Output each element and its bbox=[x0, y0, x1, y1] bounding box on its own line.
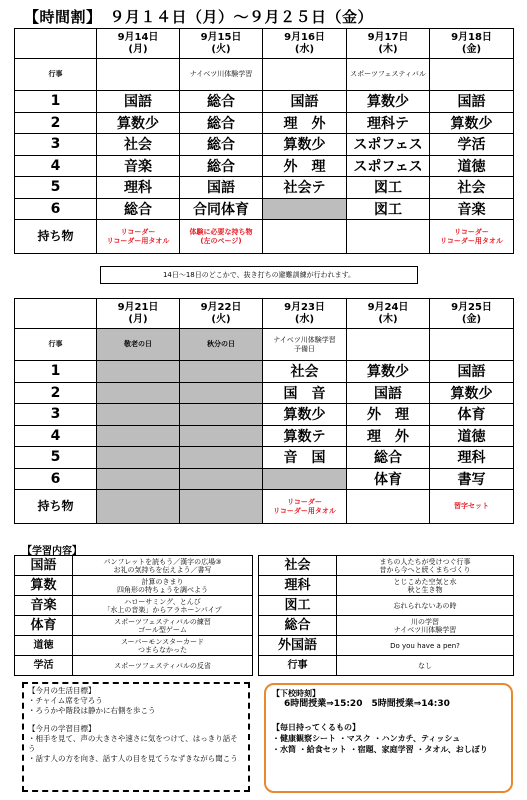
period-row bbox=[15, 447, 514, 469]
study-subject: 図工 bbox=[259, 596, 337, 616]
event-cell bbox=[263, 329, 347, 361]
subject-cell: 国語 bbox=[347, 382, 430, 404]
study-content-line: つまらなかった bbox=[138, 645, 187, 654]
study-content bbox=[337, 616, 514, 636]
daily-items-2: ・水筒 ・給食セット ・宿題、家庭学習 ・タオル、おしぼり bbox=[272, 745, 488, 754]
event-cell bbox=[180, 329, 263, 361]
day-date: 9月22日 bbox=[200, 301, 242, 313]
corner-cell bbox=[15, 29, 97, 59]
subject-cell: 社会 bbox=[97, 134, 180, 156]
subject-cell: 音楽 bbox=[97, 155, 180, 177]
study-content bbox=[73, 556, 253, 576]
dismissal-title: 【下校時刻】 bbox=[272, 689, 320, 698]
subject-cell: 総合 bbox=[180, 155, 263, 177]
subject-cell: 学活 bbox=[430, 134, 514, 156]
study-content bbox=[337, 636, 514, 656]
item-cell bbox=[430, 220, 514, 254]
study-content bbox=[73, 656, 253, 676]
item-cell bbox=[347, 490, 430, 524]
event-text: ナイベツ川体験学習 bbox=[273, 335, 336, 344]
subject-cell: 算数少 bbox=[263, 134, 347, 156]
study-content-line: 秋と生き物 bbox=[407, 585, 443, 594]
period-number: 3 bbox=[15, 134, 97, 156]
study-subject: 総合 bbox=[259, 616, 337, 636]
subject-cell bbox=[97, 382, 180, 404]
study-content bbox=[337, 556, 514, 576]
item-cell bbox=[263, 490, 347, 524]
study-goal-1: ・相手を見て、声の大きさや速さに気をつけて、はっきり話そう bbox=[28, 734, 238, 753]
subject-cell: 算数少 bbox=[430, 382, 514, 404]
day-date: 9月24日 bbox=[367, 301, 409, 313]
header-row bbox=[15, 29, 514, 59]
item-text: リコーダー bbox=[287, 497, 322, 506]
subject-cell: 理科 bbox=[430, 447, 514, 469]
event-cell bbox=[430, 59, 514, 91]
event-text: 秋分の日 bbox=[207, 340, 235, 348]
subject-cell: 国語 bbox=[430, 91, 514, 113]
period-number: 6 bbox=[15, 468, 97, 490]
items-row bbox=[15, 490, 514, 524]
day-header bbox=[263, 29, 347, 59]
period-number: 1 bbox=[15, 91, 97, 113]
study-subject: 理科 bbox=[259, 576, 337, 596]
events-row bbox=[15, 59, 514, 91]
study-content-line: ハローサミング、とんび bbox=[124, 597, 201, 606]
study-content-line: お礼の気持ちを伝えよう／書写 bbox=[113, 565, 212, 574]
day-weekday: (木) bbox=[378, 43, 398, 55]
subject-cell bbox=[180, 404, 263, 426]
subject-cell bbox=[97, 468, 180, 490]
day-weekday: (水) bbox=[294, 313, 315, 325]
period-row bbox=[15, 425, 514, 447]
study-content-line: まちの人たちが受けつぐ行事 bbox=[379, 557, 471, 566]
item-text: 習字セット bbox=[454, 502, 489, 510]
study-content-line: なし bbox=[418, 661, 432, 670]
subject-cell: 理科テ bbox=[347, 112, 430, 134]
period-number: 6 bbox=[15, 198, 97, 220]
item-text: 体験に必要な持ち物 bbox=[189, 227, 253, 236]
study-content-line: スポーツフェスティバルの反省 bbox=[114, 661, 211, 670]
day-header bbox=[263, 299, 347, 329]
event-cell bbox=[97, 59, 180, 91]
item-text: リコーダー用タオル bbox=[273, 506, 336, 515]
subject-cell: 国 音 bbox=[263, 382, 347, 404]
event-cell bbox=[347, 329, 430, 361]
item-text: リコーダー用タオル bbox=[440, 236, 503, 245]
subject-cell: 総合 bbox=[180, 91, 263, 113]
study-row bbox=[15, 616, 514, 636]
events-label: 行事 bbox=[15, 329, 97, 361]
subject-cell: 理 外 bbox=[347, 425, 430, 447]
life-goal-title: 【今月の生活目標】 bbox=[28, 686, 96, 695]
item-text: リコーダー用タオル bbox=[106, 236, 170, 245]
study-content-line: Do you have a pen? bbox=[390, 641, 460, 650]
items-label: 持ち物 bbox=[15, 220, 97, 254]
period-row bbox=[15, 155, 514, 177]
subject-cell: 道徳 bbox=[430, 155, 514, 177]
subject-cell: 国語 bbox=[430, 361, 514, 383]
study-subject: 行事 bbox=[259, 656, 337, 676]
period-row bbox=[15, 468, 514, 490]
subject-cell: 音 国 bbox=[263, 447, 347, 469]
period-number: 4 bbox=[15, 155, 97, 177]
study-row bbox=[15, 596, 514, 616]
study-content-line: スーパーモンスターカード bbox=[121, 637, 204, 646]
study-content bbox=[337, 576, 514, 596]
daily-items-title: 【毎日持ってくるもの】 bbox=[272, 723, 360, 732]
item-cell bbox=[347, 220, 430, 254]
study-content-line: ゴール型ゲーム bbox=[138, 625, 187, 634]
items-row bbox=[15, 220, 514, 254]
event-cell bbox=[263, 59, 347, 91]
daily-items-1: ・健康観察シート ・マスク ・ハンカチ、ティッシュ bbox=[272, 734, 461, 743]
period-row bbox=[15, 91, 514, 113]
event-text: 予備日 bbox=[294, 344, 315, 353]
subject-cell: 体育 bbox=[430, 404, 514, 426]
subject-cell: 図工 bbox=[347, 198, 430, 220]
subject-cell bbox=[263, 468, 347, 490]
period-number: 3 bbox=[15, 404, 97, 426]
item-cell bbox=[430, 490, 514, 524]
dismissal-box bbox=[264, 683, 513, 793]
subject-cell: 算数少 bbox=[347, 361, 430, 383]
study-content bbox=[73, 596, 253, 616]
subject-cell: 国語 bbox=[263, 91, 347, 113]
item-text: リコーダー bbox=[454, 227, 489, 236]
day-date: 9月15日 bbox=[200, 31, 242, 43]
timetable-week2 bbox=[14, 298, 514, 524]
study-content-line: 川の学習 bbox=[411, 617, 439, 626]
event-cell bbox=[347, 59, 430, 91]
subject-cell: 道徳 bbox=[430, 425, 514, 447]
subject-cell bbox=[97, 447, 180, 469]
subject-cell: 国語 bbox=[97, 91, 180, 113]
study-subject: 算数 bbox=[15, 576, 73, 596]
study-title: 【学習内容】 bbox=[22, 546, 82, 557]
events-row bbox=[15, 329, 514, 361]
period-row bbox=[15, 177, 514, 199]
item-cell bbox=[97, 220, 180, 254]
subject-cell: 算数少 bbox=[430, 112, 514, 134]
period-row bbox=[15, 404, 514, 426]
event-text: ナイベツ川体験学習 bbox=[189, 70, 253, 78]
study-content bbox=[73, 636, 253, 656]
subject-cell: 総合 bbox=[97, 198, 180, 220]
subject-cell bbox=[180, 382, 263, 404]
period-number: 5 bbox=[15, 447, 97, 469]
study-content-line: 四角形の特ちょうを調べよう bbox=[117, 585, 208, 594]
study-subject: 道徳 bbox=[15, 636, 73, 656]
day-header bbox=[430, 29, 514, 59]
day-weekday: (月) bbox=[128, 313, 148, 325]
day-date: 9月16日 bbox=[284, 31, 325, 43]
page-title: 【時間割】 ９月１４日（月）～９月２５日（金） bbox=[24, 8, 374, 26]
item-text: リコーダー bbox=[120, 227, 156, 236]
subject-cell: 音楽 bbox=[430, 198, 514, 220]
period-row bbox=[15, 112, 514, 134]
subject-cell bbox=[180, 468, 263, 490]
study-content-line: 「水上の音楽」からアラホーンパイプ bbox=[103, 605, 222, 614]
day-header bbox=[97, 299, 180, 329]
day-weekday: (月) bbox=[128, 43, 148, 55]
dismissal-times: 6時間授業⇒15:20 5時間授業⇒14:30 bbox=[284, 699, 450, 709]
day-weekday: (金) bbox=[461, 43, 482, 55]
day-header bbox=[180, 299, 263, 329]
study-subject: 外国語 bbox=[259, 636, 337, 656]
study-row bbox=[15, 556, 514, 576]
period-number: 2 bbox=[15, 112, 97, 134]
day-header bbox=[180, 29, 263, 59]
item-text: (左のページ) bbox=[200, 236, 242, 245]
period-number: 1 bbox=[15, 361, 97, 383]
day-header bbox=[430, 299, 514, 329]
day-weekday: (水) bbox=[294, 43, 315, 55]
period-number: 2 bbox=[15, 382, 97, 404]
subject-cell: 理 外 bbox=[263, 112, 347, 134]
event-text: スポーツフェスティバル bbox=[350, 70, 426, 78]
subject-cell bbox=[180, 361, 263, 383]
item-cell bbox=[263, 220, 347, 254]
subject-cell: 書写 bbox=[430, 468, 514, 490]
study-goal-2: ・話す人の方を向き、話す人の目を見てうなずきながら聞こう bbox=[28, 754, 238, 763]
period-row bbox=[15, 134, 514, 156]
subject-cell: 国語 bbox=[180, 177, 263, 199]
item-cell bbox=[180, 490, 263, 524]
day-date: 9月17日 bbox=[367, 31, 409, 43]
day-date: 9月23日 bbox=[284, 301, 325, 313]
subject-cell: 総合 bbox=[347, 447, 430, 469]
study-content-line: ナイベツ川体験学習 bbox=[393, 625, 457, 634]
subject-cell: スポフェス bbox=[347, 155, 430, 177]
study-content-line: スポーツフェスティバルの練習 bbox=[114, 617, 211, 626]
day-header bbox=[347, 29, 430, 59]
subject-cell: 合同体育 bbox=[180, 198, 263, 220]
study-content-line: 計算のきまり bbox=[141, 577, 184, 586]
study-goal-title: 【今月の学習目標】 bbox=[28, 724, 96, 733]
study-content-line: とじこめた空気と水 bbox=[393, 577, 457, 586]
subject-cell: 体育 bbox=[347, 468, 430, 490]
study-content bbox=[73, 616, 253, 636]
subject-cell bbox=[97, 404, 180, 426]
subject-cell: 算数少 bbox=[347, 91, 430, 113]
subject-cell: 総合 bbox=[180, 112, 263, 134]
event-cell bbox=[180, 59, 263, 91]
subject-cell: 理科 bbox=[97, 177, 180, 199]
subject-cell: 社会テ bbox=[263, 177, 347, 199]
subject-cell: 算数少 bbox=[97, 112, 180, 134]
subject-cell: 図工 bbox=[347, 177, 430, 199]
subject-cell: 算数テ bbox=[263, 425, 347, 447]
monthly-goals-box bbox=[22, 682, 250, 792]
study-content bbox=[337, 656, 514, 676]
event-cell bbox=[97, 329, 180, 361]
period-number: 4 bbox=[15, 425, 97, 447]
study-row bbox=[15, 656, 514, 676]
header-row bbox=[15, 299, 514, 329]
subject-cell bbox=[97, 425, 180, 447]
day-weekday: (火) bbox=[211, 313, 231, 325]
notice-box: 14日～18日のどこかで、抜き打ちの避難訓練が行われます。 bbox=[100, 266, 418, 284]
day-date: 9月14日 bbox=[117, 31, 159, 43]
study-subject: 学活 bbox=[15, 656, 73, 676]
day-header bbox=[347, 299, 430, 329]
life-goal-1: ・チャイム席を守ろう bbox=[28, 696, 103, 705]
study-table bbox=[14, 555, 514, 676]
day-weekday: (金) bbox=[461, 313, 482, 325]
item-cell bbox=[180, 220, 263, 254]
day-date: 9月25日 bbox=[451, 301, 492, 313]
study-content-line: パンフレットを読もう／漢字の広場③ bbox=[103, 557, 222, 566]
day-header bbox=[97, 29, 180, 59]
event-cell bbox=[430, 329, 514, 361]
events-label: 行事 bbox=[15, 59, 97, 91]
corner-cell bbox=[15, 299, 97, 329]
event-text: 敬老の日 bbox=[124, 340, 152, 348]
subject-cell bbox=[263, 198, 347, 220]
study-row bbox=[15, 576, 514, 596]
item-cell bbox=[97, 490, 180, 524]
subject-cell: スポフェス bbox=[347, 134, 430, 156]
day-weekday: (火) bbox=[211, 43, 231, 55]
study-subject: 国語 bbox=[15, 556, 73, 576]
subject-cell: 社会 bbox=[263, 361, 347, 383]
subject-cell: 算数少 bbox=[263, 404, 347, 426]
period-row bbox=[15, 382, 514, 404]
period-row bbox=[15, 361, 514, 383]
study-subject: 音楽 bbox=[15, 596, 73, 616]
items-label: 持ち物 bbox=[15, 490, 97, 524]
timetable-week1 bbox=[14, 28, 514, 254]
study-row bbox=[15, 636, 514, 656]
period-row bbox=[15, 198, 514, 220]
study-content-line: 昔から今へと続くまちづくり bbox=[379, 565, 471, 574]
period-number: 5 bbox=[15, 177, 97, 199]
subject-cell bbox=[97, 361, 180, 383]
study-subject: 体育 bbox=[15, 616, 73, 636]
subject-cell bbox=[180, 447, 263, 469]
subject-cell: 外 理 bbox=[347, 404, 430, 426]
day-date: 9月18日 bbox=[451, 31, 492, 43]
subject-cell: 総合 bbox=[180, 134, 263, 156]
study-content-line: 忘れられないあの時 bbox=[393, 601, 457, 610]
subject-cell: 外 理 bbox=[263, 155, 347, 177]
day-weekday: (木) bbox=[378, 313, 398, 325]
day-date: 9月21日 bbox=[117, 301, 159, 313]
life-goal-2: ・ろうかや階段は静かに右側を歩こう bbox=[28, 706, 156, 715]
study-content bbox=[73, 576, 253, 596]
subject-cell: 社会 bbox=[430, 177, 514, 199]
subject-cell bbox=[180, 425, 263, 447]
study-content bbox=[337, 596, 514, 616]
study-subject: 社会 bbox=[259, 556, 337, 576]
